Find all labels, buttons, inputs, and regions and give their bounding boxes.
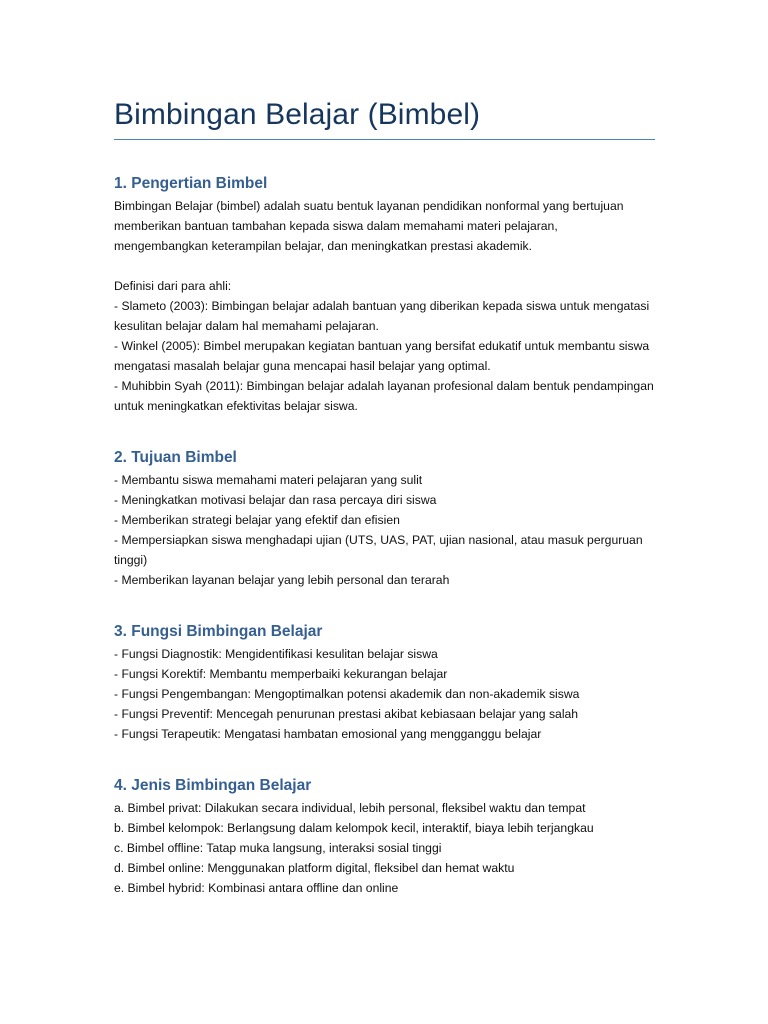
list-item: - Memberikan strategi belajar yang efektif dan efisien <box>114 513 400 527</box>
list-item: - Memberikan layanan belajar yang lebih personal dan terarah <box>114 573 450 587</box>
list-item: a. Bimbel privat: Dilakukan secara individual, lebih personal, fleksibel waktu dan tempat <box>114 801 586 815</box>
list-item: - Fungsi Diagnostik: Mengidentifikasi kesulitan belajar siswa <box>114 647 438 661</box>
document-title: Bimbingan Belajar (Bimbel) <box>114 96 655 140</box>
spacer <box>114 256 655 276</box>
list-item: - Slameto (2003): Bimbingan belajar adalah bantuan yang diberikan kepada siswa untuk mengatasi kesulitan belajar dalam hal memahami pelajaran. <box>114 299 650 333</box>
section-jenis <box>114 776 655 898</box>
list-item: b. Bimbel kelompok: Berlangsung dalam kelompok kecil, interaktif, biaya lebih terjangkau <box>114 821 594 835</box>
definition-subheading: Definisi dari para ahli: <box>114 279 232 293</box>
document-page <box>114 96 655 898</box>
list-item: - Membantu siswa memahami materi pelajaran yang sulit <box>114 473 423 487</box>
list-item: - Fungsi Preventif: Mencegah penurunan prestasi akibat kebiasaan belajar yang salah <box>114 707 579 721</box>
list-item: - Fungsi Korektif: Membantu memperbaiki kekurangan belajar <box>114 667 448 681</box>
section-heading: 3. Fungsi Bimbingan Belajar <box>114 623 323 640</box>
section-heading: 1. Pengertian Bimbel <box>114 175 268 192</box>
section-pengertian <box>114 174 655 416</box>
list-item: - Muhibbin Syah (2011): Bimbingan belajar adalah layanan profesional dalam bentuk pendampingan untuk meningkatkan efektivitas belajar siswa. <box>114 379 654 413</box>
list-item: - Fungsi Pengembangan: Mengoptimalkan potensi akademik dan non-akademik siswa <box>114 687 580 701</box>
section-intro: Bimbingan Belajar (bimbel) adalah suatu bentuk layanan pendidikan nonformal yang bertujuan memberikan bantuan tambahan kepada siswa dalam memahami materi pelajaran, mengembangkan keterampilan belajar, dan meningkatkan prestasi akademik. <box>114 199 624 253</box>
section-tujuan <box>114 448 655 590</box>
list-item: - Winkel (2005): Bimbel merupakan kegiatan bantuan yang bersifat edukatif untuk membantu siswa mengatasi masalah belajar guna mencapai hasil belajar yang optimal. <box>114 339 650 373</box>
section-fungsi <box>114 622 655 744</box>
section-heading: 4. Jenis Bimbingan Belajar <box>114 777 312 794</box>
section-heading: 2. Tujuan Bimbel <box>114 449 237 466</box>
list-item: - Meningkatkan motivasi belajar dan rasa percaya diri siswa <box>114 493 437 507</box>
list-item: e. Bimbel hybrid: Kombinasi antara offline dan online <box>114 881 399 895</box>
list-item: c. Bimbel offline: Tatap muka langsung, interaksi sosial tinggi <box>114 841 442 855</box>
list-item: - Fungsi Terapeutik: Mengatasi hambatan emosional yang mengganggu belajar <box>114 727 542 741</box>
list-item: d. Bimbel online: Menggunakan platform digital, fleksibel dan hemat waktu <box>114 861 515 875</box>
list-item: - Mempersiapkan siswa menghadapi ujian (UTS, UAS, PAT, ujian nasional, atau masuk perguruan tinggi) <box>114 533 643 567</box>
